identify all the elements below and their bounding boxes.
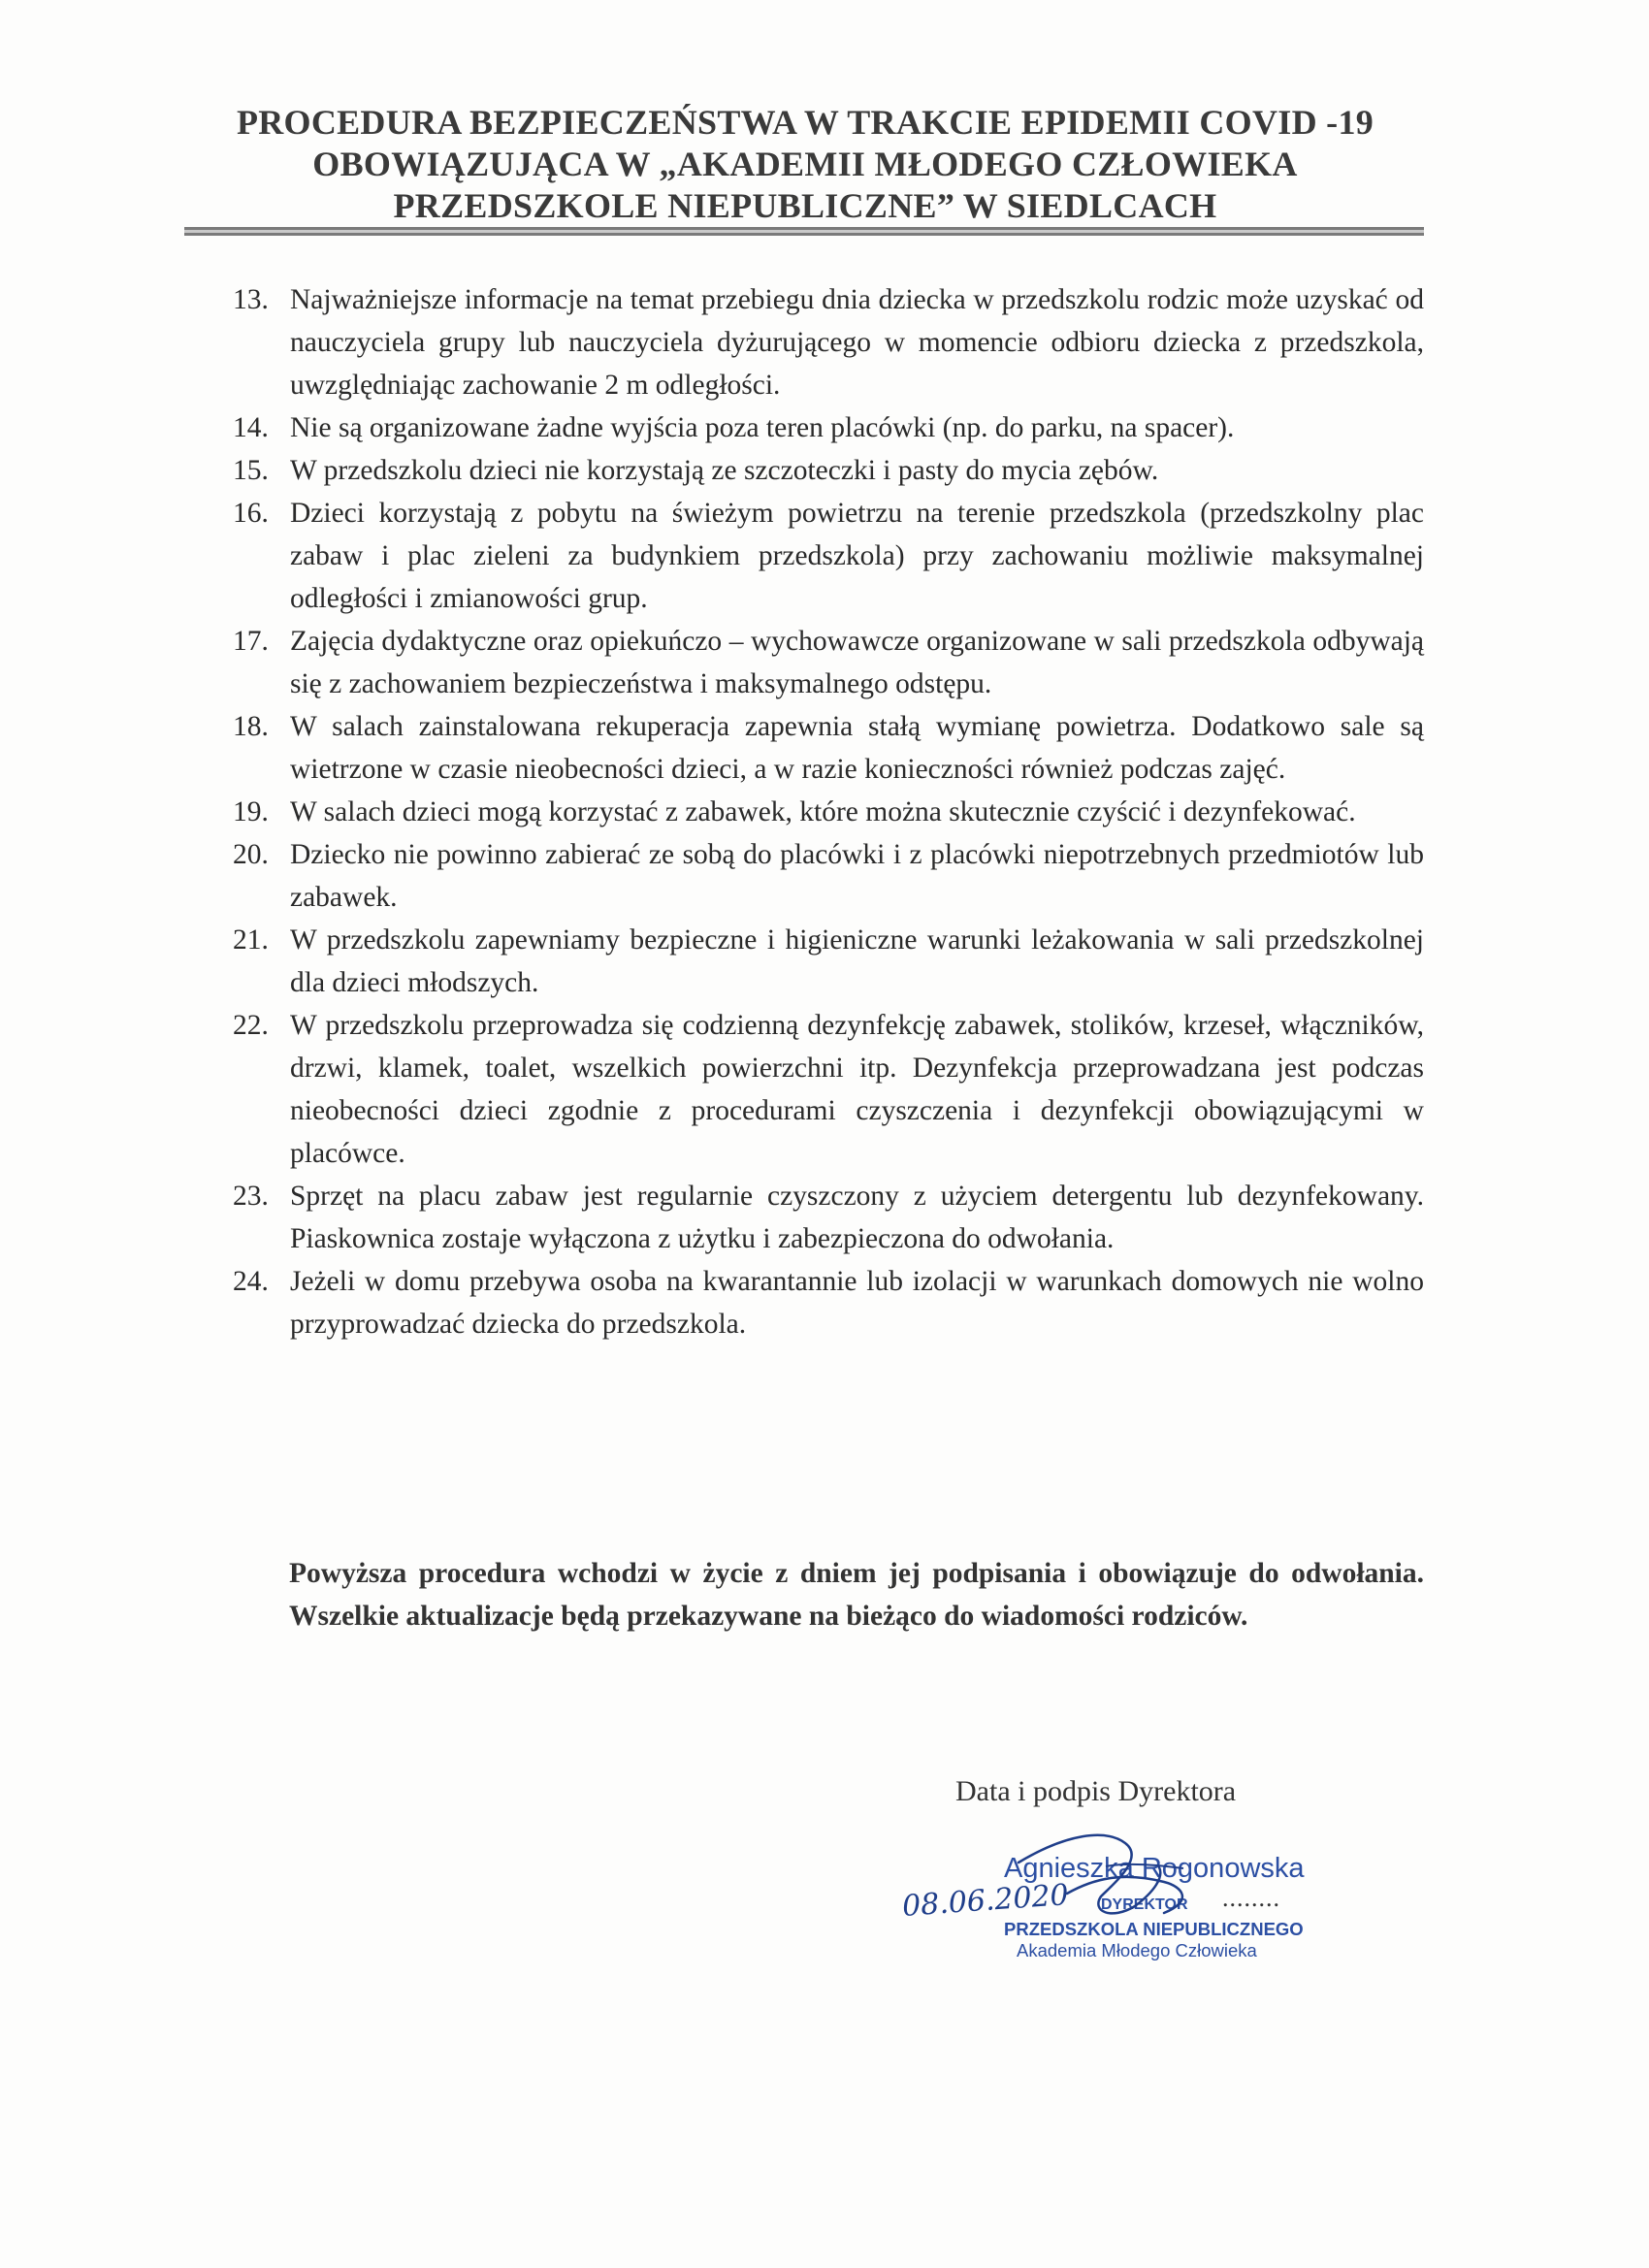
list-item-number: 14. <box>233 412 269 443</box>
list-item <box>233 1260 1424 1345</box>
signature-dots: ........ <box>1222 1884 1280 1912</box>
list-item-number: 19. <box>233 796 269 827</box>
list-item-number: 15. <box>233 455 269 486</box>
title-line-2: OBOWIĄZUJĄCA W „AKADEMII MŁODEGO CZŁOWIEKA <box>312 145 1298 183</box>
list-item <box>233 705 1424 791</box>
procedure-list <box>233 278 1424 1345</box>
handwritten-date: 08.06.2020 <box>900 1878 1070 1924</box>
list-item-text: W salach zainstalowana rekuperacja zapewnia stałą wymianę powietrza. Dodatkowo sale są wietrzone w czasie nieobecności dzieci, a w razie konieczności również podczas zajęć. <box>290 711 1424 785</box>
list-item-text: Nie są organizowane żadne wyjścia poza teren placówki (np. do parku, na spacer). <box>290 412 1235 443</box>
list-item-number: 24. <box>233 1266 269 1297</box>
list-item <box>233 919 1424 1004</box>
list-item-number: 22. <box>233 1010 269 1041</box>
list-item-text: Najważniejsze informacje na temat przebiegu dnia dziecka w przedszkolu rodzic może uzyskać od nauczyciela grupy lub nauczyciela dyżurującego w momencie odbioru dziecka z przedszkola, uwzględniając zachowanie 2 m odległości. <box>290 284 1424 401</box>
stamp-director-name: Agnieszka Rogonowska <box>1004 1853 1305 1884</box>
closing-statement: Powyższa procedura wchodzi w życie z dniem jej podpisania i obowiązuje do odwołania. Wszelkie aktualizacje będą przekazywane na bieżąco do wiadomości rodziców. <box>289 1558 1424 1632</box>
list-item <box>233 833 1424 919</box>
list-item-number: 21. <box>233 924 269 956</box>
list-item-number: 18. <box>233 711 269 742</box>
list-item <box>233 492 1424 620</box>
list-item <box>233 278 1424 406</box>
list-item-text: Dzieci korzystają z pobytu na świeżym powietrzu na terenie przedszkola (przedszkolny plac zabaw i plac zieleni za budynkiem przedszkola) przy zachowaniu możliwie maksymalnej odległości i zmianowości grup. <box>290 498 1424 614</box>
list-item-number: 16. <box>233 498 269 529</box>
list-item-text: W przedszkolu zapewniamy bezpieczne i higieniczne warunki leżakowania w sali przedszkolnej dla dzieci młodszych. <box>290 924 1424 998</box>
list-item <box>233 406 1424 449</box>
list-item-text: Jeżeli w domu przebywa osoba na kwarantannie lub izolacji w warunkach domowych nie wolno przyprowadzać dziecka do przedszkola. <box>290 1266 1424 1340</box>
list-item <box>233 1004 1424 1175</box>
director-stamp <box>873 1824 1339 1998</box>
list-item-text: Sprzęt na placu zabaw jest regularnie czyszczony z użyciem detergentu lub dezynfekowany. Piaskownica zostaje wyłączona z użytku i zabezpieczona do odwołania. <box>290 1181 1424 1254</box>
list-item <box>233 1175 1424 1260</box>
list-item-number: 20. <box>233 839 269 870</box>
list-item-number: 17. <box>233 626 269 657</box>
list-item-text: W przedszkolu przeprowadza się codzienną dezynfekcję zabawek, stolików, krzeseł, włączników, drzwi, klamek, toalet, wszelkich powierzchni itp. Dezynfekcja przeprowadzana jest podczas nieobecności dzieci zgodnie z procedurami czyszczenia i dezynfekcji obowiązującymi w placówce. <box>290 1010 1424 1169</box>
list-item-text: W salach dzieci mogą korzystać z zabawek, które można skutecznie czyścić i dezynfekować. <box>290 796 1356 827</box>
list-item-text: Zajęcia dydaktyczne oraz opiekuńczo – wychowawcze organizowane w sali przedszkola odbywają się z zachowaniem bezpieczeństwa i maksymalnego odstępu. <box>290 626 1424 699</box>
list-item <box>233 449 1424 492</box>
title-line-1: PROCEDURA BEZPIECZEŃSTWA W TRAKCIE EPIDEMII COVID -19 <box>236 103 1374 142</box>
stamp-institution: PRZEDSZKOLA NIEPUBLICZNEGO <box>1004 1919 1304 1939</box>
stamp-title: DYREKTOR <box>1101 1896 1188 1913</box>
list-item-text: W przedszkolu dzieci nie korzystają ze szczoteczki i pasty do mycia zębów. <box>290 455 1159 486</box>
list-item <box>233 791 1424 833</box>
document-title <box>194 102 1416 227</box>
stamp-institution-name: Akademia Młodego Człowieka <box>1017 1940 1257 1960</box>
handwritten-signature <box>873 1824 1339 1998</box>
list-item <box>233 620 1424 705</box>
list-item-number: 23. <box>233 1181 269 1212</box>
title-line-3: PRZEDSZKOLE NIEPUBLICZNE” W SIEDLCACH <box>393 186 1217 225</box>
header-divider <box>184 227 1424 236</box>
list-item-text: Dziecko nie powinno zabierać ze sobą do placówki i z placówki niepotrzebnych przedmiotów lub zabawek. <box>290 839 1424 913</box>
list-item-number: 13. <box>233 284 269 315</box>
signature-label: Data i podpis Dyrektora <box>955 1775 1237 1807</box>
